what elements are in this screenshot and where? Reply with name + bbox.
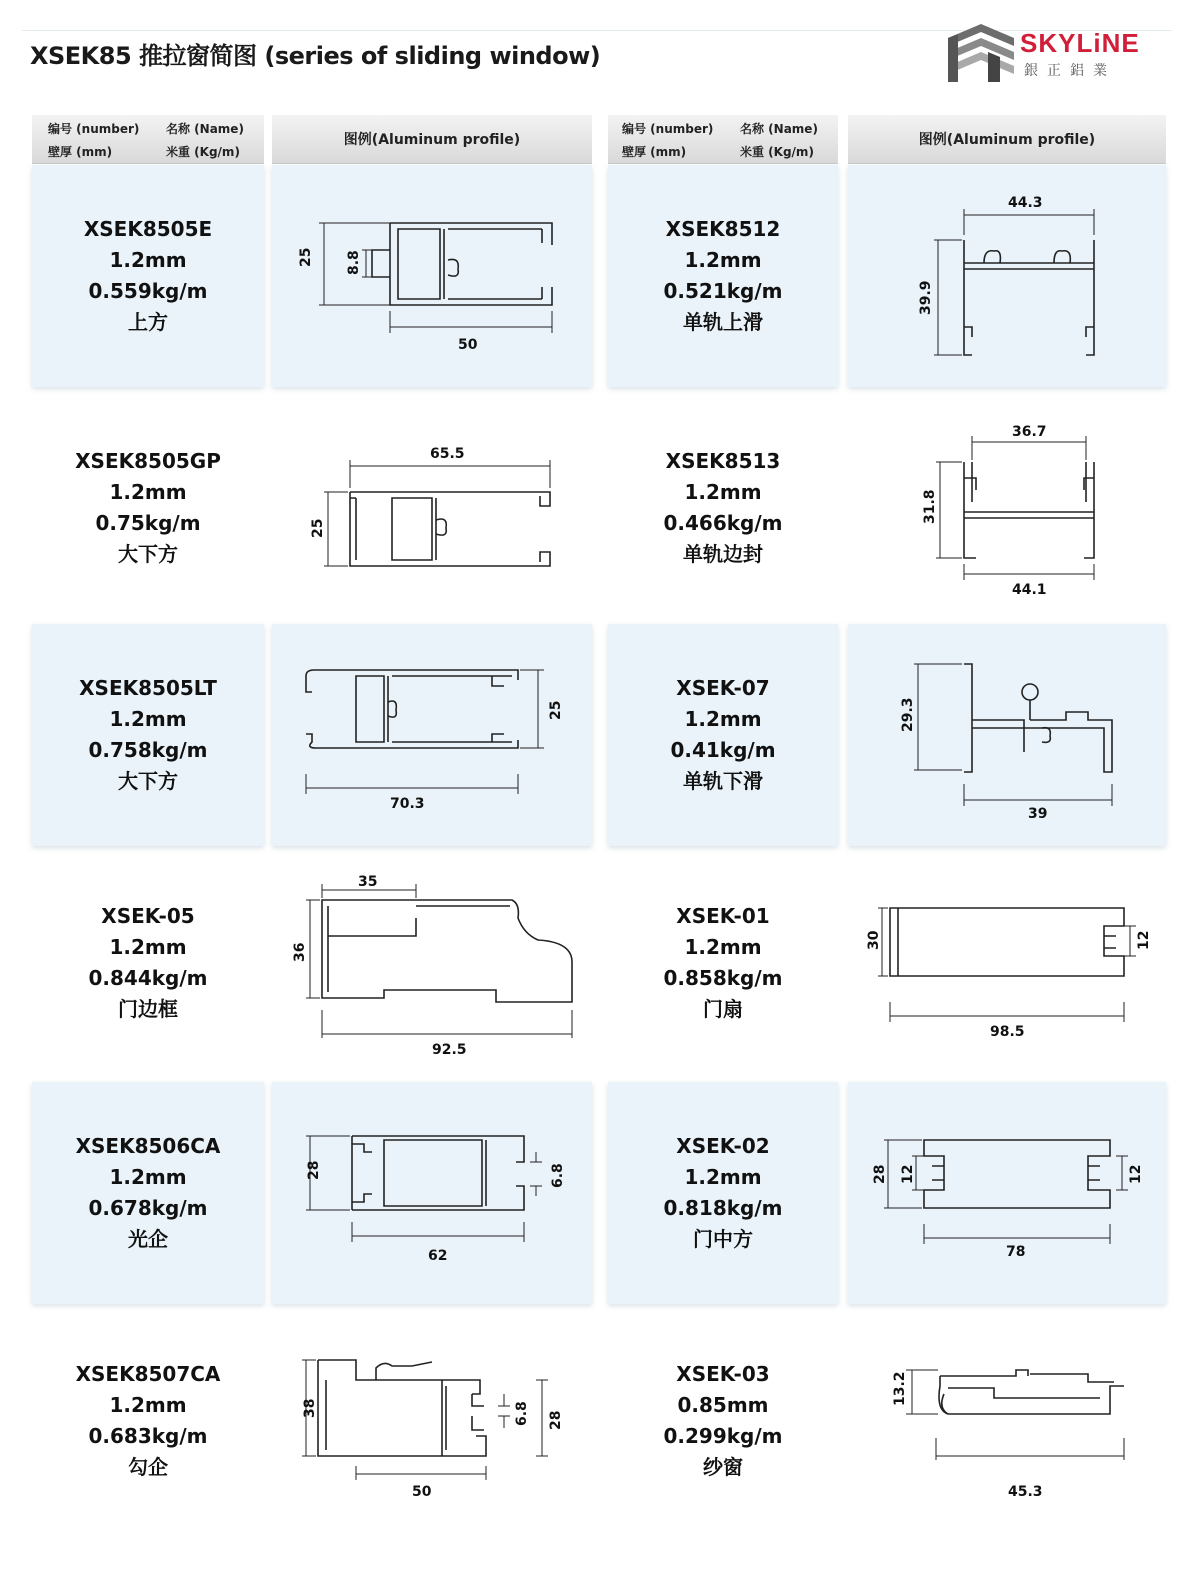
header-number-label: 编号 (number) <box>622 122 714 136</box>
logo-mark-icon <box>944 22 1018 84</box>
profile-figure-xsek8505lt <box>272 624 592 846</box>
profile-name: 门中方 <box>693 1227 753 1251</box>
profile-figure-xsek8513 <box>848 398 1166 618</box>
header-figure-label: 图例(Aluminum profile) <box>343 132 521 148</box>
profile-weight: 0.758kg/m <box>88 738 208 762</box>
profile-thickness: 0.85mm <box>677 1393 769 1417</box>
dim-label: 35 <box>358 874 378 890</box>
dim-label: 25 <box>298 247 314 267</box>
profile-name: 门扇 <box>703 997 743 1021</box>
profile-name: 单轨下滑 <box>683 769 763 793</box>
profile-code: XSEK8507CA <box>75 1362 221 1386</box>
header-info-left <box>32 115 264 164</box>
profile-info-xsek-07 <box>608 624 838 846</box>
header-info-right <box>608 115 838 164</box>
profile-drawing <box>272 1310 592 1532</box>
profile-weight: 0.299kg/m <box>663 1424 783 1448</box>
profile-code: XSEK8512 <box>665 217 781 241</box>
profile-figure-xsek8507ca <box>272 1310 592 1532</box>
profile-info-xsek8507ca <box>32 1310 264 1532</box>
header-number-label: 编号 (number) <box>48 122 140 136</box>
dim-label: 36.7 <box>1012 424 1047 440</box>
dim-label: 12 <box>1136 930 1152 950</box>
profile-thickness: 1.2mm <box>684 1165 762 1189</box>
profile-drawing <box>272 624 592 846</box>
profile-drawing <box>272 398 592 618</box>
dim-label: 12 <box>1128 1164 1144 1184</box>
dim-label: 30 <box>866 930 882 950</box>
brand-logo <box>944 22 1164 88</box>
dim-label: 38 <box>302 1398 318 1418</box>
dim-label: 8.8 <box>346 250 362 275</box>
dim-label: 28 <box>872 1164 888 1184</box>
profile-thickness: 1.2mm <box>684 935 762 959</box>
profile-info-xsek8513 <box>608 398 838 618</box>
dim-label: 29.3 <box>900 697 916 732</box>
profile-weight: 0.683kg/m <box>88 1424 208 1448</box>
dim-label: 70.3 <box>390 796 425 812</box>
header-thickness-label: 壁厚 (mm) <box>622 145 687 159</box>
dim-label: 45.3 <box>1008 1484 1043 1500</box>
profile-weight: 0.559kg/m <box>88 279 208 303</box>
dim-label: 62 <box>428 1248 448 1264</box>
profile-thickness: 1.2mm <box>109 1165 187 1189</box>
header-weight-label: 米重 (Kg/m) <box>166 145 240 159</box>
profile-drawing <box>848 1310 1166 1532</box>
profile-info-xsek8506ca <box>32 1082 264 1304</box>
profile-weight: 0.521kg/m <box>663 279 783 303</box>
profile-code: XSEK-01 <box>676 904 770 928</box>
dim-label: 13.2 <box>892 1371 908 1406</box>
profile-thickness: 1.2mm <box>684 248 762 272</box>
dim-label: 65.5 <box>430 446 465 462</box>
dim-label: 28 <box>548 1410 564 1430</box>
dim-label: 28 <box>306 1160 322 1180</box>
profile-thickness: 1.2mm <box>109 248 187 272</box>
profile-weight: 0.844kg/m <box>88 966 208 990</box>
profile-thickness: 1.2mm <box>109 1393 187 1417</box>
profile-figure-xsek-03 <box>848 1310 1166 1532</box>
profile-drawing <box>848 398 1166 618</box>
dim-label: 39 <box>1028 806 1048 822</box>
profile-name: 单轨边封 <box>683 542 763 566</box>
profile-name: 大下方 <box>118 769 178 793</box>
dim-label: 98.5 <box>990 1024 1025 1040</box>
dim-label: 78 <box>1006 1244 1026 1260</box>
profile-code: XSEK-05 <box>101 904 195 928</box>
profile-thickness: 1.2mm <box>109 707 187 731</box>
profile-figure-xsek-05 <box>272 852 592 1074</box>
profile-figure-xsek-02 <box>848 1082 1166 1304</box>
header-weight-label: 米重 (Kg/m) <box>740 145 814 159</box>
profile-name: 单轨上滑 <box>683 310 763 334</box>
profile-drawing <box>848 852 1166 1074</box>
profile-info-xsek-03 <box>608 1310 838 1532</box>
profile-code: XSEK-07 <box>676 676 770 700</box>
profile-code: XSEK-03 <box>676 1362 770 1386</box>
profile-figure-xsek-01 <box>848 852 1166 1074</box>
profile-weight: 0.858kg/m <box>663 966 783 990</box>
profile-drawing <box>848 165 1166 387</box>
dim-label: 25 <box>310 518 326 538</box>
page-title: XSEK85 推拉窗简图 (series of sliding window) <box>30 42 601 70</box>
profile-code: XSEK8505LT <box>79 676 217 700</box>
dim-label: 39.9 <box>918 280 934 315</box>
profile-drawing <box>272 165 592 387</box>
profile-info-xsek-02 <box>608 1082 838 1304</box>
profile-weight: 0.75kg/m <box>95 511 201 535</box>
profile-info-xsek-01 <box>608 852 838 1074</box>
dim-label: 12 <box>900 1164 916 1184</box>
profile-drawing <box>272 852 592 1074</box>
profile-info-xsek8505gp <box>32 398 264 618</box>
profile-code: XSEK8506CA <box>75 1134 221 1158</box>
profile-drawing <box>848 624 1166 846</box>
header-figure-right <box>848 115 1166 164</box>
profile-info-xsek8505e <box>32 165 264 387</box>
dim-label: 92.5 <box>432 1042 467 1058</box>
profile-figure-xsek8506ca <box>272 1082 592 1304</box>
profile-name: 门边框 <box>118 997 178 1021</box>
header-name-label: 名称 (Name) <box>740 122 818 136</box>
header-figure-label: 图例(Aluminum profile) <box>918 132 1096 148</box>
dim-label: 25 <box>548 700 564 720</box>
profile-weight: 0.466kg/m <box>663 511 783 535</box>
profile-code: XSEK8505GP <box>75 449 221 473</box>
profile-figure-xsek-07 <box>848 624 1166 846</box>
profile-weight: 0.818kg/m <box>663 1196 783 1220</box>
profile-thickness: 1.2mm <box>109 935 187 959</box>
brand-subtitle: 銀正鋁業 <box>1024 63 1116 79</box>
profile-name: 勾企 <box>128 1455 168 1479</box>
header-thickness-label: 壁厚 (mm) <box>48 145 113 159</box>
dim-label: 31.8 <box>922 489 938 524</box>
profile-thickness: 1.2mm <box>684 480 762 504</box>
profile-info-xsek8512 <box>608 165 838 387</box>
profile-drawing <box>272 1082 592 1304</box>
brand-name: SKYLiNE <box>1020 28 1140 58</box>
profile-info-xsek-05 <box>32 852 264 1074</box>
profile-weight: 0.678kg/m <box>88 1196 208 1220</box>
profile-code: XSEK8513 <box>665 449 781 473</box>
profile-drawing <box>848 1082 1166 1304</box>
profile-name: 大下方 <box>118 542 178 566</box>
profile-figure-xsek8505e <box>272 165 592 387</box>
profile-info-xsek8505lt <box>32 624 264 846</box>
dim-label: 50 <box>412 1484 432 1500</box>
dim-label: 44.1 <box>1012 582 1047 598</box>
header-name-label: 名称 (Name) <box>166 122 244 136</box>
profile-name: 上方 <box>128 310 168 334</box>
profile-figure-xsek8505gp <box>272 398 592 618</box>
dim-label: 6.8 <box>514 1401 530 1426</box>
dim-label: 6.8 <box>550 1163 566 1188</box>
profile-weight: 0.41kg/m <box>670 738 776 762</box>
header-figure-left <box>272 115 592 164</box>
dim-label: 36 <box>292 942 308 962</box>
dim-label: 50 <box>458 337 478 353</box>
profile-code: XSEK8505E <box>83 217 213 241</box>
profile-name: 光企 <box>128 1227 168 1251</box>
profile-figure-xsek8512 <box>848 165 1166 387</box>
profile-code: XSEK-02 <box>676 1134 770 1158</box>
profile-thickness: 1.2mm <box>684 707 762 731</box>
dim-label: 44.3 <box>1008 195 1043 211</box>
profile-name: 纱窗 <box>703 1455 743 1479</box>
profile-thickness: 1.2mm <box>109 480 187 504</box>
